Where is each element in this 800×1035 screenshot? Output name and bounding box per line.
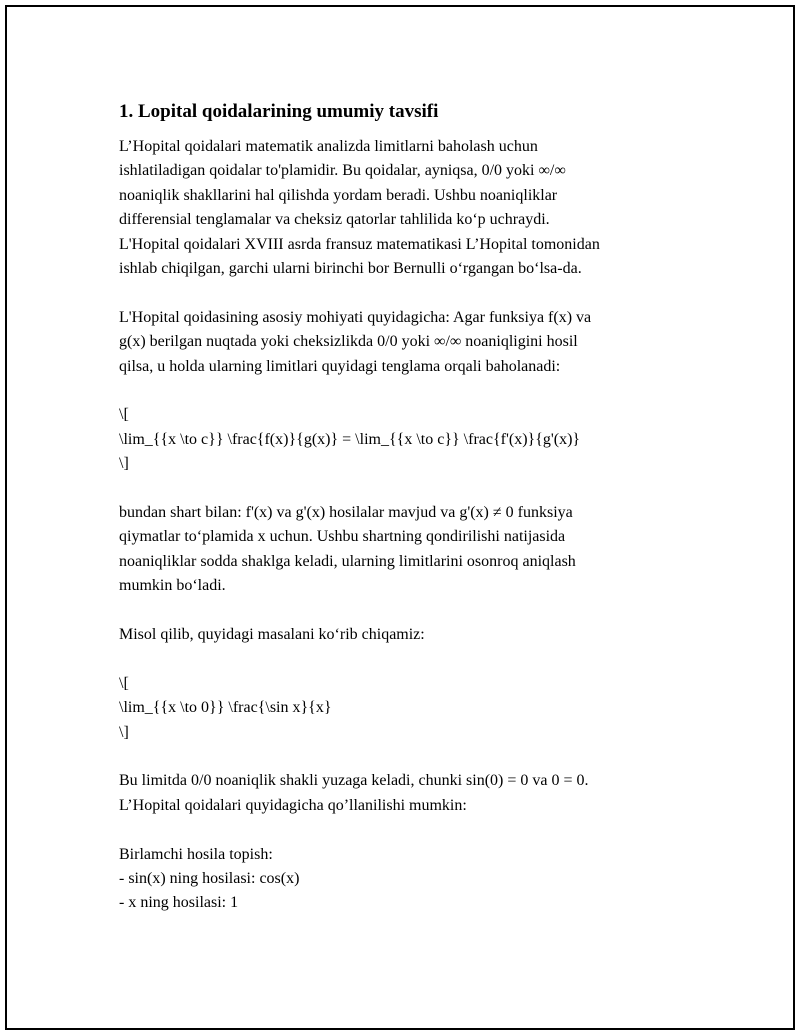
formula-line: \[: [119, 406, 129, 424]
text-line: L’Hopital qoidalari matematik analizda limitlarni baholash uchun: [119, 138, 538, 155]
formula-line: \lim_{{x \to c}} \frac{f(x)}{g(x)} = \lim_{{x \to c}} \frac{f'(x)}{g'(x)}: [119, 430, 581, 448]
section-heading: 1. Lopital qoidalarining umumiy tavsifi: [119, 101, 439, 122]
text-line: noaniqliklar sodda shaklga keladi, ularning limitlarini osonroq aniqlash: [119, 552, 576, 570]
formula-line: \[: [119, 674, 129, 692]
text-line: Bu limitda 0/0 noaniqlik shakli yuzaga keladi, chunki sin(0) = 0 va 0 = 0.: [119, 772, 589, 790]
formula-block-example: [119, 672, 719, 745]
formula-line: \lim_{{x \to 0}} \frac{\sin x}{x}: [119, 699, 332, 717]
text-line: differensial tenglamalar va cheksiz qatorlar tahlilida ko‘p uchraydi.: [119, 211, 550, 229]
paragraph-intro: [119, 135, 719, 281]
paragraph-derivatives: [119, 843, 719, 916]
text-line: g(x) berilgan nuqtada yoki cheksizlikda 0/0 yoki ∞/∞ noaniqligini hosil: [119, 333, 578, 351]
text-line: L'Hopital qoidalari XVIII asrda fransuz matematikasi L’Hopital tomonidan: [119, 235, 600, 253]
text-line: ishlatiladigan qoidalar to'plamidir. Bu qoidalar, ayniqsa, 0/0 yoki ∞/∞: [119, 162, 566, 180]
text-line: Birlamchi hosila topish:: [119, 845, 273, 863]
text-line: ishlab chiqilgan, garchi ularni birinchi bor Bernulli o‘rgangan bo‘lsa-da.: [119, 260, 582, 278]
formula-block-rule: [119, 403, 719, 476]
paragraph-rule: [119, 306, 719, 379]
text-line: L'Hopital qoidasining asosiy mohiyati quyidagicha: Agar funksiya f(x) va: [119, 308, 592, 326]
text-line: qiymatlar to‘plamida x uchun. Ushbu shartning qondirilishi natijasida: [119, 528, 566, 546]
paragraph-example-intro: [119, 623, 719, 647]
text-line: L’Hopital qoidalari quyidagicha qo’llanilishi mumkin:: [119, 796, 467, 814]
text-line: mumkin bo‘ladi.: [119, 577, 226, 595]
text-line: qilsa, u holda ularning limitlari quyidagi tenglama orqali baholanadi:: [119, 357, 561, 375]
formula-line: \]: [119, 723, 129, 741]
paragraph-condition: [119, 501, 719, 599]
paragraph-example-explanation: [119, 769, 719, 818]
text-line: Misol qilib, quyidagi masalani ko‘rib chiqamiz:: [119, 626, 425, 644]
document-page: [5, 5, 795, 1030]
text-line: bundan shart bilan: f'(x) va g'(x) hosilalar mavjud va g'(x) ≠ 0 funksiya: [119, 504, 573, 522]
list-item: - sin(x) ning hosilasi: cos(x): [119, 870, 300, 888]
formula-line: \]: [119, 455, 129, 473]
list-item: - x ning hosilasi: 1: [119, 894, 239, 912]
text-line: noaniqlik shakllarini hal qilishda yordam beradi. Ushbu noaniqliklar: [119, 186, 558, 204]
document-body: [119, 99, 719, 940]
